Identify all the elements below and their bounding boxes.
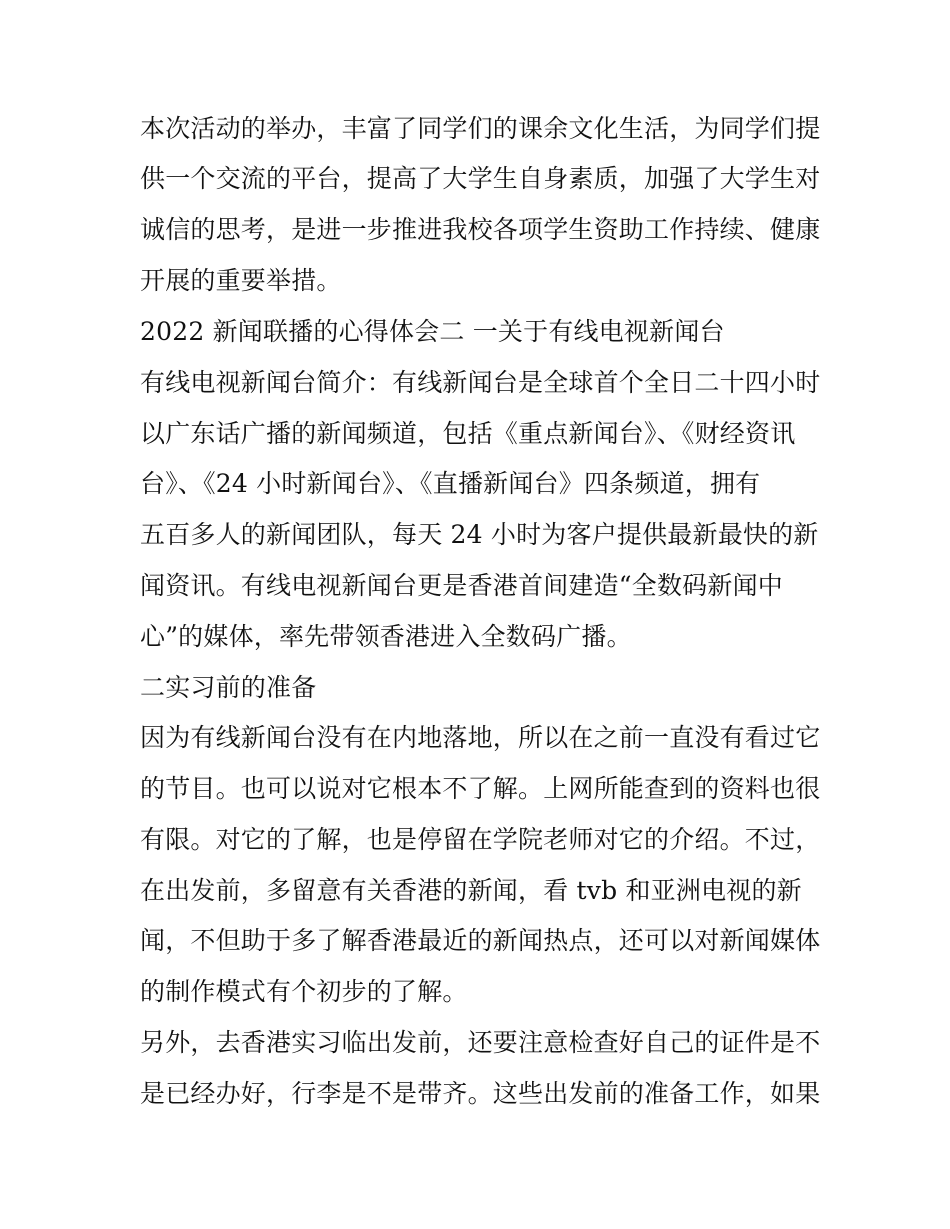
section-heading: 2022 新闻联播的心得体会二 一关于有线电视新闻台 xyxy=(140,317,725,346)
paragraph-line: 供一个交流的平台，提高了大学生自身素质，加强了大学生对 xyxy=(140,164,821,193)
paragraph-line: 有限。对它的了解，也是停留在学院老师对它的介绍。不过， xyxy=(140,825,821,854)
paragraph-line: 以广东话广播的新闻频道，包括《重点新闻台》、《财经资讯 xyxy=(140,419,796,448)
paragraph-line: 五百多人的新闻团队，每天 24 小时为客户提供最新最快的新 xyxy=(140,520,819,549)
paragraph-line: 的制作模式有个初步的了解。 xyxy=(140,977,468,1006)
section-heading: 二实习前的准备 xyxy=(140,673,317,702)
paragraph-line: 有线电视新闻台简介：有线新闻台是全球首个全日二十四小时 xyxy=(140,368,821,397)
paragraph-line: 闻资讯。有线电视新闻台更是香港首间建造“全数码新闻中 xyxy=(140,571,783,600)
paragraph-line: 诚信的思考，是进一步推进我校各项学生资助工作持续、健康 xyxy=(140,215,821,244)
paragraph-line: 台》、《24 小时新闻台》、《直播新闻台》四条频道，拥有 xyxy=(140,469,761,498)
paragraph-line: 因为有线新闻台没有在内地落地，所以在之前一直没有看过它 xyxy=(140,723,821,752)
paragraph-line: 闻，不但助于多了解香港最近的新闻热点，还可以对新闻媒体 xyxy=(140,926,821,955)
paragraph-line: 在出发前，多留意有关香港的新闻，看 tvb 和亚洲电视的新 xyxy=(140,876,802,905)
paragraph-line: 开展的重要举措。 xyxy=(140,266,342,295)
paragraph-line: 是已经办好，行李是不是带齐。这些出发前的准备工作，如果 xyxy=(140,1079,821,1108)
paragraph-line: 本次活动的举办，丰富了同学们的课余文化生活，为同学们提 xyxy=(140,114,821,143)
paragraph-line: 另外，去香港实习临出发前，还要注意检查好自己的证件是不 xyxy=(140,1028,821,1057)
paragraph-line: 心”的媒体，率先带领香港进入全数码广播。 xyxy=(140,622,632,651)
paragraph-line: 的节目。也可以说对它根本不了解。上网所能查到的资料也很 xyxy=(140,774,821,803)
